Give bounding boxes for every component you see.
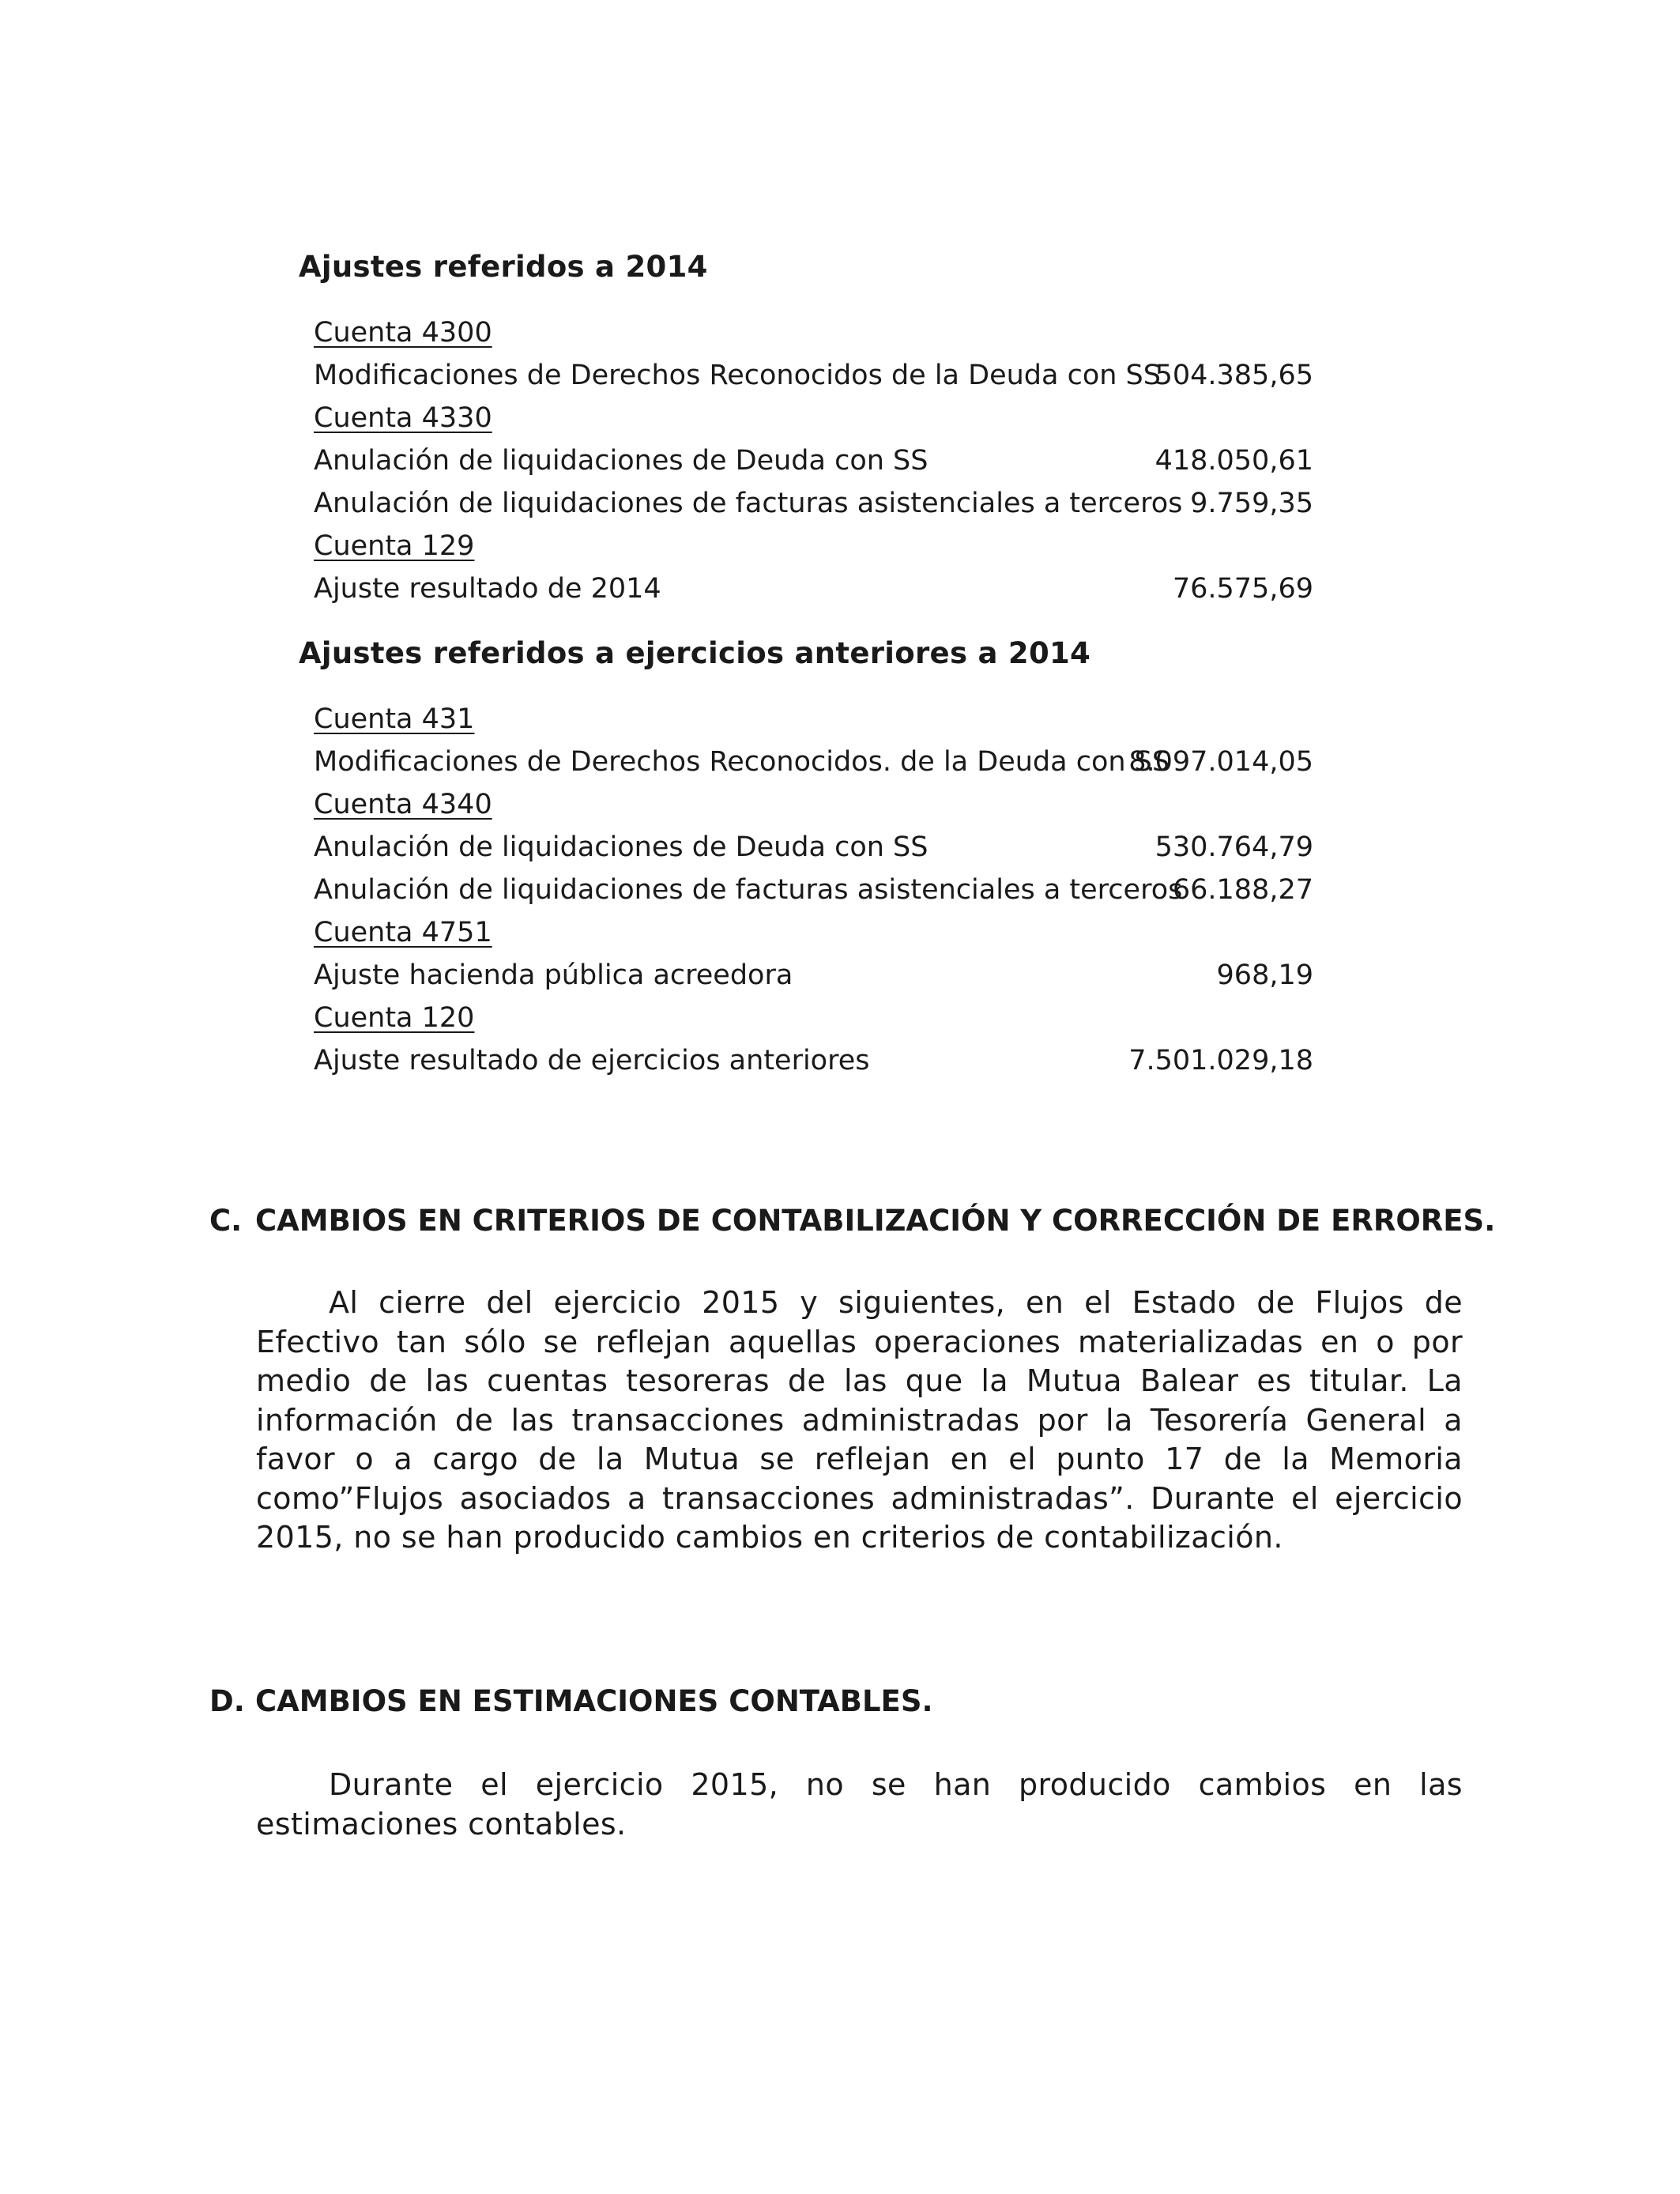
heading-ajustes-2014: Ajustes referidos a 2014 <box>299 250 708 284</box>
adjustment-row <box>314 482 1313 525</box>
account-label: Cuenta 129 <box>314 530 475 562</box>
adjustment-row <box>314 869 1313 911</box>
adjustment-label: Anulación de liquidaciones de facturas asistenciales a terceros <box>314 488 1183 519</box>
account-line <box>314 698 1313 741</box>
adjustment-amount: 530.764,79 <box>1155 831 1313 863</box>
adjustment-row <box>314 1039 1313 1082</box>
account-line <box>314 783 1313 826</box>
account-label: Cuenta 4300 <box>314 317 492 349</box>
adjustment-row <box>314 567 1313 610</box>
account-line <box>314 997 1313 1039</box>
adjustment-label: Modificaciones de Derechos Reconocidos. de la Deuda con SS <box>314 746 1170 778</box>
adjustment-label: Ajuste resultado de 2014 <box>314 573 661 605</box>
section-c-heading <box>209 1204 1495 1238</box>
account-line <box>314 311 1313 354</box>
adjustments-prior-list <box>314 698 1313 1082</box>
adjustment-label: Modificaciones de Derechos Reconocidos de la Deuda con SS <box>314 360 1161 391</box>
section-d-title: CAMBIOS EN ESTIMACIONES CONTABLES. <box>255 1684 933 1718</box>
adjustment-amount: 8.097.014,05 <box>1128 746 1313 778</box>
adjustment-label: Ajuste hacienda pública acreedora <box>314 959 793 991</box>
section-d-heading <box>209 1684 933 1718</box>
account-line <box>314 525 1313 567</box>
account-line <box>314 397 1313 439</box>
adjustment-label: Anulación de liquidaciones de Deuda con SS <box>314 831 929 863</box>
adjustments-2014-list <box>314 311 1313 610</box>
adjustment-amount: 7.501.029,18 <box>1128 1045 1313 1076</box>
section-c-letter: C. <box>209 1204 243 1238</box>
adjustment-row <box>314 826 1313 869</box>
account-label: Cuenta 4330 <box>314 402 492 434</box>
adjustment-amount: 504.385,65 <box>1155 360 1313 391</box>
account-line <box>314 911 1313 954</box>
account-label: Cuenta 4751 <box>314 917 492 948</box>
adjustment-amount: 66.188,27 <box>1172 874 1313 906</box>
adjustment-amount: 418.050,61 <box>1155 445 1313 477</box>
adjustment-row <box>314 439 1313 482</box>
account-label: Cuenta 4340 <box>314 789 492 820</box>
adjustment-label: Ajuste resultado de ejercicios anteriores <box>314 1045 870 1076</box>
section-d-paragraph: Durante el ejercicio 2015, no se han producido cambios en las estimaciones contables. <box>256 1767 1463 1842</box>
adjustment-row <box>314 954 1313 997</box>
adjustment-amount: 76.575,69 <box>1172 573 1313 605</box>
adjustment-label: Anulación de liquidaciones de facturas asistenciales a terceros <box>314 874 1183 906</box>
section-c-paragraph: Al cierre del ejercicio 2015 y siguientes, en el Estado de Flujos de Efectivo tan sólo se reflejan aquellas operaciones materializadas en o por medio de las cuentas tesoreras de las que la Mutua Balear es titular. La información de las transacciones administradas por la Tesorería General a favor o a cargo de la Mutua se reflejan en el punto 17 de la Memoria como”Flujos asociados a transacciones administradas”. Durante el ejercicio 2015, no se han producido cambios en criterios de contabilización. <box>256 1285 1463 1555</box>
adjustment-amount: 968,19 <box>1216 959 1313 991</box>
heading-ajustes-anteriores: Ajustes referidos a ejercicios anteriores a 2014 <box>299 636 1091 670</box>
adjustment-label: Anulación de liquidaciones de Deuda con SS <box>314 445 929 477</box>
adjustment-row <box>314 741 1313 783</box>
adjustment-row <box>314 354 1313 397</box>
account-label: Cuenta 120 <box>314 1002 475 1034</box>
account-label: Cuenta 431 <box>314 703 475 735</box>
section-c-title: CAMBIOS EN CRITERIOS DE CONTABILIZACIÓN Y CORRECCIÓN DE ERRORES. <box>255 1204 1496 1238</box>
section-d-letter: D. <box>209 1684 245 1718</box>
adjustment-amount: 9.759,35 <box>1190 488 1313 519</box>
